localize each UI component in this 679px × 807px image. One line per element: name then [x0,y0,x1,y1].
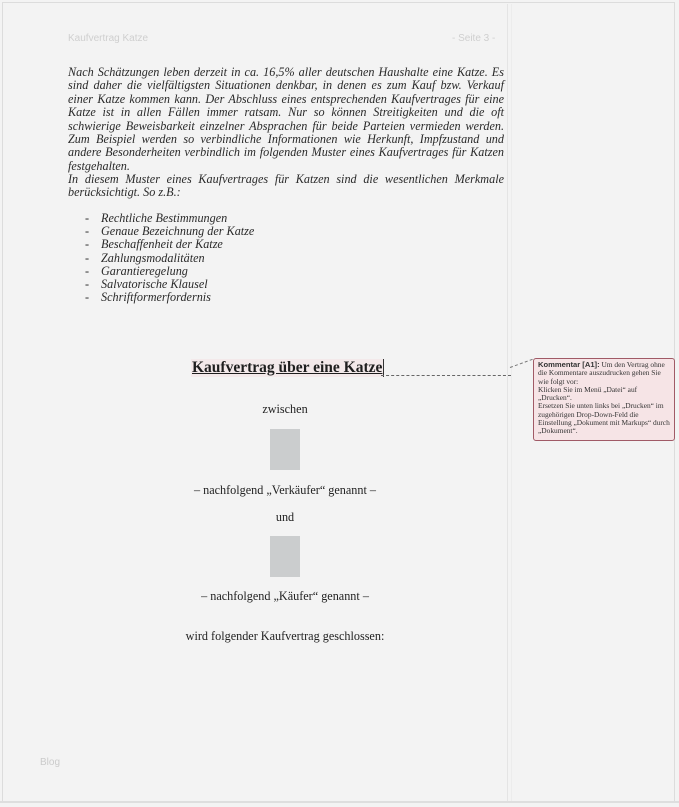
comment-label: Kommentar [A1]: [538,360,600,369]
comment-margin-divider-secondary [511,4,512,801]
comment-text-step1: Klicken Sie im Menü „Datei“ auf „Drucken“. [538,384,638,403]
comment-anchor-line [381,375,511,376]
feature-list [85,212,254,304]
list-item [85,291,254,304]
list-item-text: Beschaffenheit der Katze [101,237,223,252]
between-label: zwischen [262,402,308,416]
comment-text-intro: Um den Vertrag ohne die Kommentare auszudrucken gehen Sie wie folgt vor: [538,360,665,386]
seller-designation: – nachfolgend „Verkäufer“ genannt – [193,483,377,497]
contract-title[interactable]: Kaufvertrag über eine Katze [192,359,383,376]
buyer-designation: – nachfolgend „Käufer“ genannt – [201,589,369,603]
features-intro-paragraph: In diesem Muster eines Kaufvertrages für Katzen sind die wesentlichen Merkmale berücksichtigt. So z.B.: [68,172,504,200]
bullet-dash: - [85,250,90,265]
bullet-dash: - [85,263,90,278]
page-header-page-number: - Seite 3 - [452,33,496,44]
comment-balloon[interactable] [533,358,675,441]
intro-paragraph: Nach Schätzungen leben derzeit in ca. 16,5% aller deutschen Haushalte eine Katze. Es sind daher die vielfältigsten Situationen denkbar, in denen es zum Kauf bzw. Verkauf einer Katze kommen kann. Der Abschluss eines entsprechenden Kaufvertrages für eine Katze ist in allen Fällen immer ratsam. Nur so können Streitigkeiten und die oft schwierige Beweisbarkeit einzelner Absprachen für beide Parteien vermieden werden. Zum Beispiel werden so verbindliche Informationen wie Herkunft, Impfzustand und andere Besonderheiten verbindlich im folgenden Muster eines Kaufvertrages für Katzen festgehalten. [68,65,504,173]
comment-margin-divider [507,4,508,801]
list-item-text: Salvatorische Klausel [101,277,208,292]
page-bottom-edge [0,801,679,803]
bullet-dash: - [85,290,90,305]
list-item-text: Zahlungsmodalitäten [101,250,205,265]
page-header-title: Kaufvertrag Katze [68,33,149,44]
comment-text-step2: Ersetzen Sie unten links bei „Drucken“ im zugehörigen Drop-Down-Feld die Einstellung „Dokument mit Markups“ durch „Dokument“. [538,401,670,436]
buyer-input-placeholder[interactable] [270,536,300,577]
watermark-text: Blog [40,757,61,768]
and-label: und [275,510,295,524]
list-item-text: Schriftformerfordernis [101,290,211,305]
list-item-text: Garantieregelung [101,263,188,278]
bullet-dash: - [85,224,90,239]
contract-closing-line: wird folgender Kaufvertrag geschlossen: [185,629,385,643]
bullet-dash: - [85,277,90,292]
seller-input-placeholder[interactable] [270,429,300,470]
list-item-text: Rechtliche Bestimmungen [101,211,228,225]
list-item-text: Genaue Bezeichnung der Katze [101,224,255,239]
bullet-dash: - [85,211,90,225]
bullet-dash: - [85,237,90,252]
